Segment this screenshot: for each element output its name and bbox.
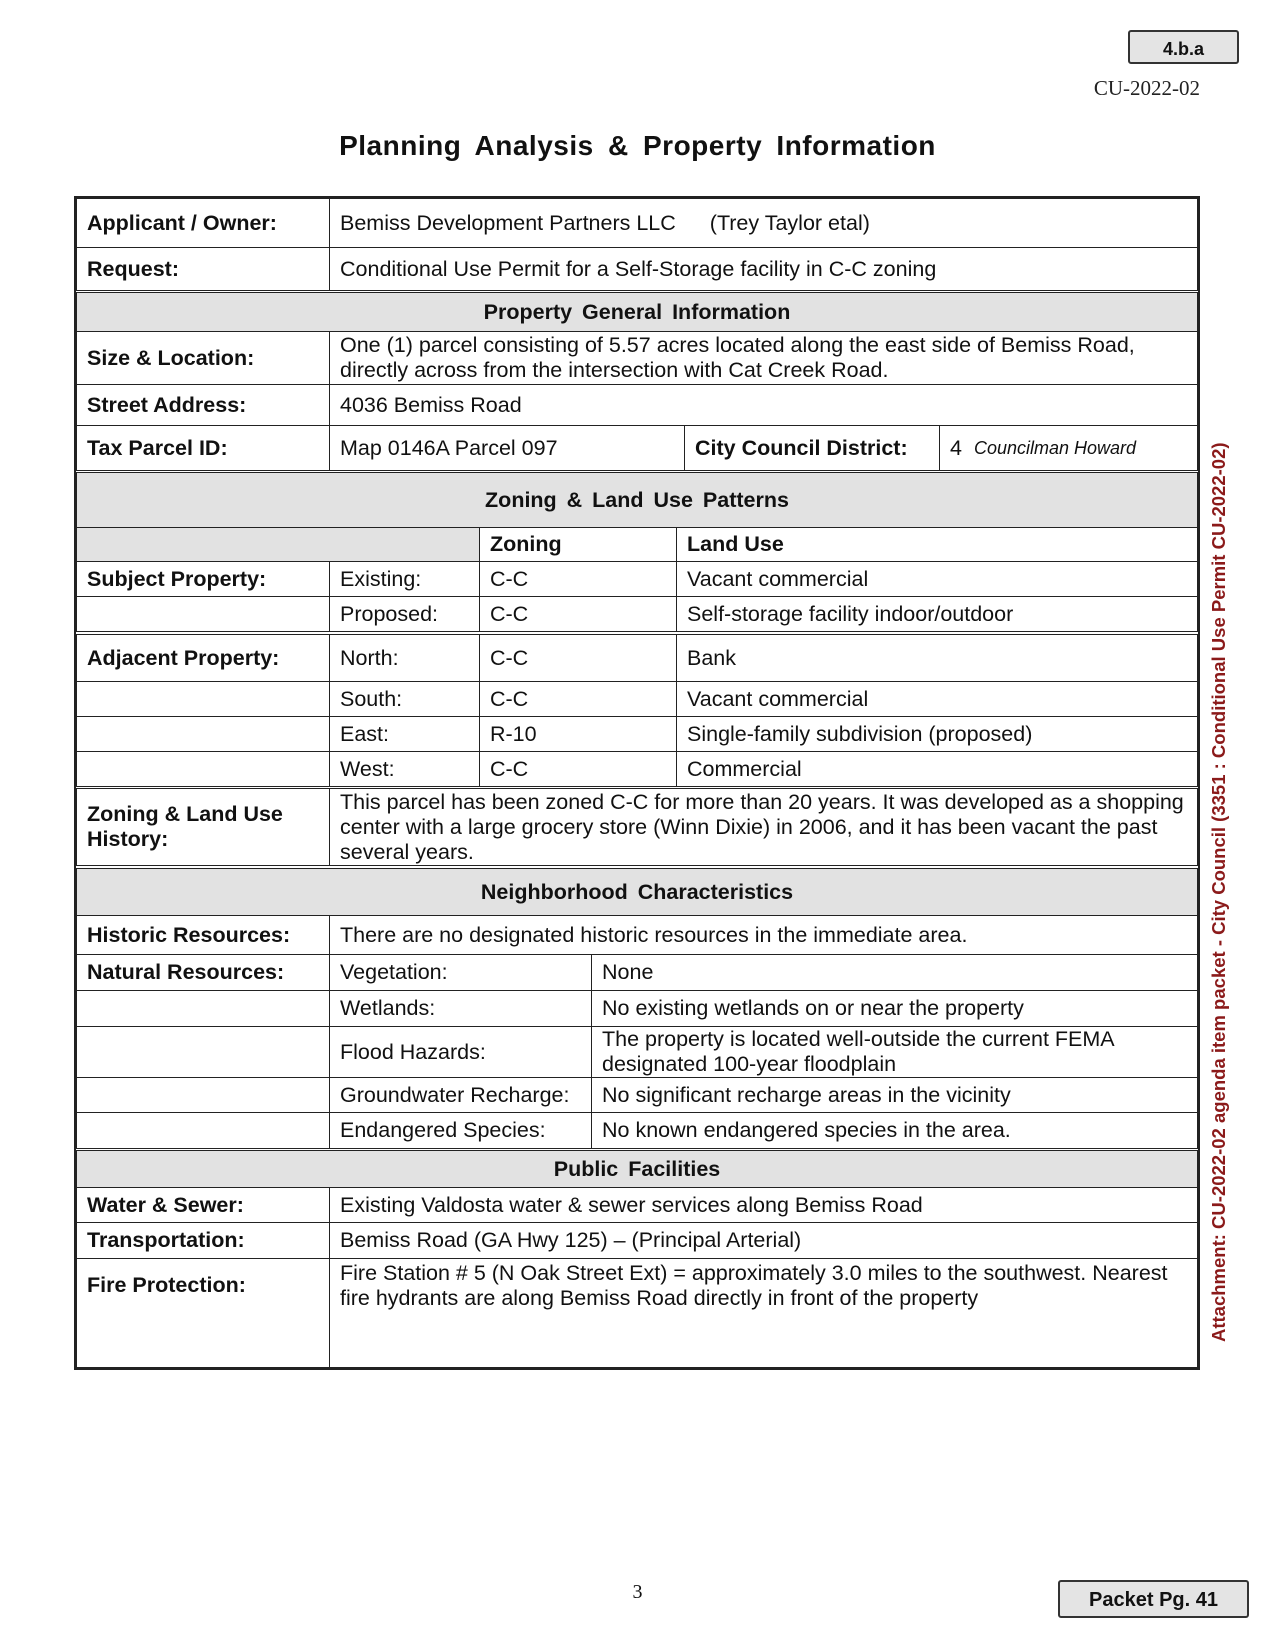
adjacent-row-use: Bank <box>676 634 1198 682</box>
packet-page-box: Packet Pg. 41 <box>1058 1580 1249 1618</box>
subject-row-label: Proposed: <box>329 596 480 632</box>
subject-row-zoning: C-C <box>479 596 677 632</box>
adjacent-property-label: Adjacent Property: <box>76 634 330 682</box>
adjacent-row-use: Vacant commercial <box>676 681 1198 717</box>
adjacent-row-label: South: <box>329 681 480 717</box>
natural-blank <box>76 990 330 1027</box>
adjacent-blank <box>76 681 330 717</box>
natural-row-value: No existing wetlands on or near the property <box>591 990 1198 1027</box>
adjacent-row-zoning: C-C <box>479 681 677 717</box>
applicant-value <box>329 198 1198 248</box>
transportation-value: Bemiss Road (GA Hwy 125) – (Principal Arterial) <box>329 1222 1198 1259</box>
subject-row-use: Vacant commercial <box>676 561 1198 597</box>
adjacent-row-label: East: <box>329 716 480 752</box>
subject-property-label: Subject Property: <box>76 561 330 597</box>
request-value: Conditional Use Permit for a Self-Storage facility in C-C zoning <box>329 247 1198 291</box>
adjacent-row-zoning: R-10 <box>479 716 677 752</box>
water-sewer-label: Water & Sewer: <box>76 1187 330 1223</box>
tax-parcel-label: Tax Parcel ID: <box>76 425 330 471</box>
natural-blank <box>76 1077 330 1113</box>
transportation-label: Transportation: <box>76 1222 330 1259</box>
natural-resources-label: Natural Resources: <box>76 954 330 991</box>
subject-blank <box>76 596 330 632</box>
district-number: 4 <box>950 435 962 460</box>
adjacent-row-zoning: C-C <box>479 634 677 682</box>
district-member: Councilman Howard <box>973 437 1137 458</box>
section-public-facilities: Public Facilities <box>76 1150 1198 1188</box>
fire-protection-value: Fire Station # 5 (N Oak Street Ext) = approximately 3.0 miles to the southwest. Nearest fire hydrants are along Bemiss Road directly in front of the property <box>329 1258 1198 1368</box>
zoning-history-label: Zoning & Land Use History: <box>76 788 330 866</box>
case-number: CU-2022-02 <box>1093 76 1200 100</box>
size-location-value: One (1) parcel consisting of 5.57 acres located along the east side of Bemiss Road, directly across from the intersection with Cat Creek Road. <box>329 331 1198 385</box>
adjacent-row-zoning: C-C <box>479 751 677 787</box>
natural-blank <box>76 1112 330 1149</box>
col-land-use-header: Land Use <box>676 527 1198 562</box>
natural-row-label: Endangered Species: <box>329 1112 592 1149</box>
section-zoning-land-use: Zoning & Land Use Patterns <box>76 472 1198 528</box>
natural-row-label: Wetlands: <box>329 990 592 1027</box>
page-title: Planning Analysis & Property Information <box>339 130 936 161</box>
zoning-history-value: This parcel has been zoned C-C for more than 20 years. It was developed as a shopping center with a large grocery store (Winn Dixie) in 2006, and it has been vacant the past several years. <box>329 788 1198 866</box>
natural-blank <box>76 1026 330 1078</box>
street-address-value: 4036 Bemiss Road <box>329 384 1198 426</box>
applicant-name: Bemiss Development Partners LLC <box>340 210 676 235</box>
adjacent-row-label: West: <box>329 751 480 787</box>
adjacent-blank <box>76 751 330 787</box>
agenda-item-tag: 4.b.a <box>1128 30 1239 64</box>
natural-row-label: Vegetation: <box>329 954 592 991</box>
adjacent-row-label: North: <box>329 634 480 682</box>
historic-resources-value: There are no designated historic resources in the immediate area. <box>329 915 1198 955</box>
zoning-header-blank <box>76 527 480 562</box>
natural-row-label: Flood Hazards: <box>329 1026 592 1078</box>
council-district-value <box>939 425 1198 471</box>
attachment-side-note: Attachment: CU-2022-02 agenda item packet - City Council (3351 : Conditional Use Permit CU-2022-02) <box>1208 442 1229 1342</box>
applicant-contact: (Trey Taylor etal) <box>709 210 870 235</box>
tax-parcel-value: Map 0146A Parcel 097 <box>329 425 685 471</box>
street-address-label: Street Address: <box>76 384 330 426</box>
adjacent-row-use: Single-family subdivision (proposed) <box>676 716 1198 752</box>
section-neighborhood: Neighborhood Characteristics <box>76 868 1198 916</box>
subject-row-use: Self-storage facility indoor/outdoor <box>676 596 1198 632</box>
natural-row-value: No significant recharge areas in the vicinity <box>591 1077 1198 1113</box>
applicant-label: Applicant / Owner: <box>76 198 330 248</box>
adjacent-row-use: Commercial <box>676 751 1198 787</box>
col-zoning-header: Zoning <box>479 527 677 562</box>
adjacent-blank <box>76 716 330 752</box>
size-location-label: Size & Location: <box>76 331 330 385</box>
page-number: 3 <box>632 1581 643 1603</box>
council-district-label: City Council District: <box>684 425 940 471</box>
property-info-table <box>74 196 1200 1370</box>
historic-resources-label: Historic Resources: <box>76 915 330 955</box>
natural-row-label: Groundwater Recharge: <box>329 1077 592 1113</box>
natural-row-value: None <box>591 954 1198 991</box>
request-label: Request: <box>76 247 330 291</box>
subject-row-label: Existing: <box>329 561 480 597</box>
natural-row-value: The property is located well-outside the current FEMA designated 100-year floodplain <box>591 1026 1198 1078</box>
water-sewer-value: Existing Valdosta water & sewer services along Bemiss Road <box>329 1187 1198 1223</box>
subject-row-zoning: C-C <box>479 561 677 597</box>
fire-protection-label: Fire Protection: <box>76 1258 330 1368</box>
natural-row-value: No known endangered species in the area. <box>591 1112 1198 1149</box>
section-property-general: Property General Information <box>76 292 1198 332</box>
